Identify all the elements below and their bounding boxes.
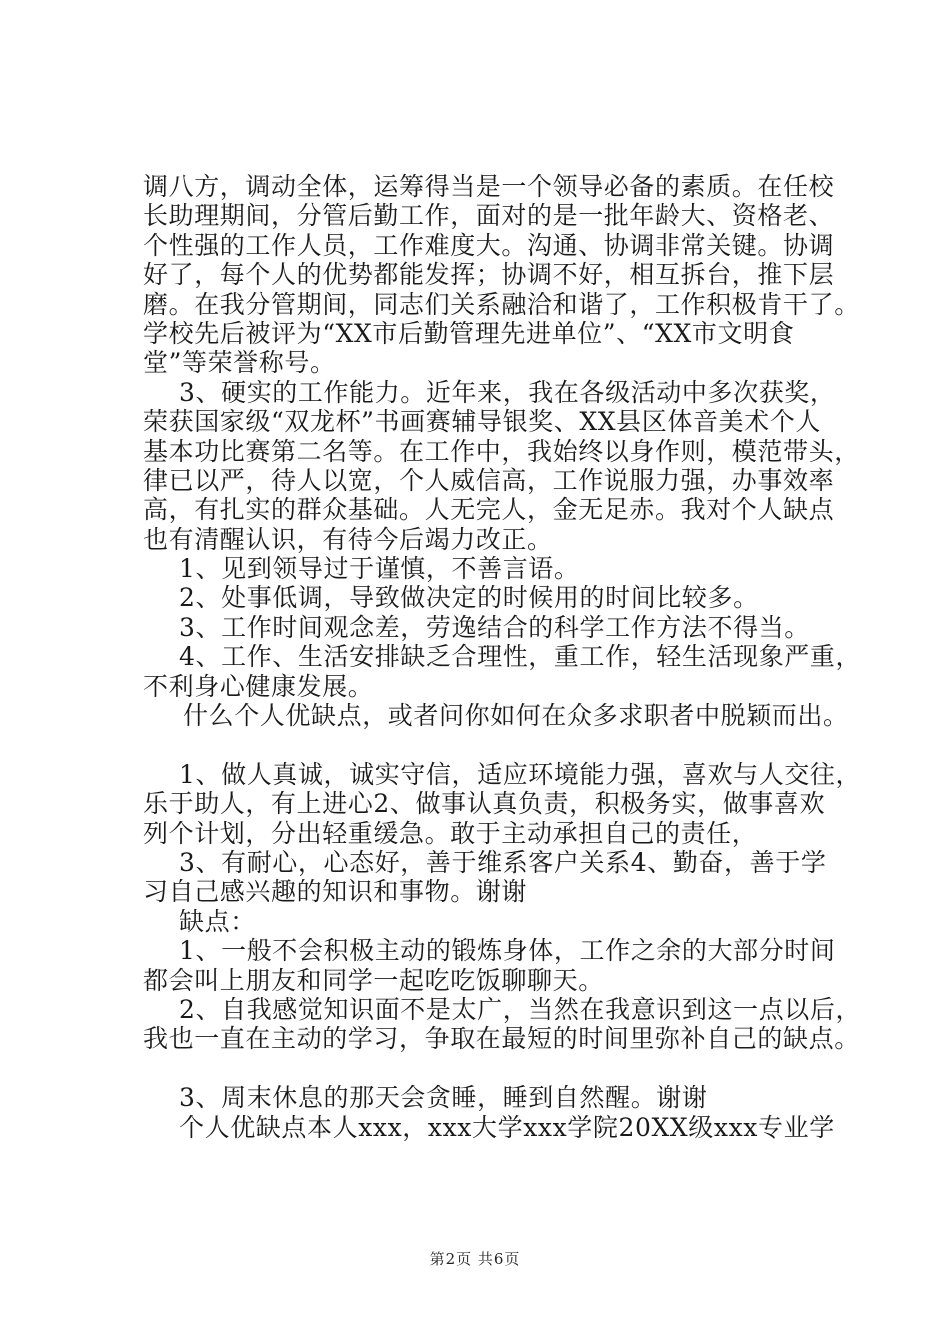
list-item: 3、周末休息的那天会贪睡，睡到自然醒。谢谢 [179,1083,708,1113]
text-line: 乐于助人，有上进心2、做事认真负责，积极务实，做事喜欢 [143,789,826,819]
text-line: 长助理期间，分管后勤工作，面对的是一批年龄大、资格老、 [143,201,835,231]
list-item: 2、处事低调，导致做决定的时候用的时间比较多。 [179,583,759,613]
text-line: 习自己感兴趣的知识和事物。谢谢 [143,877,528,907]
list-item: 2、自我感觉知识面不是太广，当然在我意识到这一点以后， [179,994,862,1024]
text-line: 什么个人优缺点，或者问你如何在众多求职者中脱颖而出。 [183,701,849,731]
list-item: 1、一般不会积极主动的锻炼身体，工作之余的大部分时间 [179,936,836,966]
text-line: 调八方，调动全体，运筹得当是一个领导必备的素质。在任校 [143,172,835,201]
text-line: 个人优缺点本人xxx，xxx大学xxx学院20XX级xxx专业学 [179,1112,835,1142]
text-line: 不利身心健康发展。 [143,671,374,701]
text-line: 基本功比赛第二名等。在工作中，我始终以身作则，模范带头， [143,436,860,466]
text-line: 高，有扎实的群众基础。人无完人，金无足赤。我对个人缺点 [143,495,835,525]
text-line: 我也一直在主动的学习，争取在最短的时间里弥补自己的缺点。 [143,1024,860,1054]
page-number-footer: 第2页 共6页 [429,1250,521,1268]
list-item: 1、见到领导过于谨慎，不善言语。 [179,554,580,584]
text-line: 1、做人真诚，诚实守信，适应环境能力强，喜欢与人交往， [179,759,862,789]
text-line: 列个计划，分出轻重缓急。敢于主动承担自己的责任， [143,818,758,848]
section-heading: 缺点： [179,906,256,936]
text-line: 3、有耐心，心态好，善于维系客户关系4、勤奋，善于学 [179,847,827,877]
text-line: 也有清醒认识，有待今后竭力改正。 [143,524,553,554]
text-line: 学校先后被评为“XX市后勤管理先进单位”、“XX市文明食 [143,318,795,348]
paragraph-gap [143,1054,859,1083]
text-line: 律已以严，待人以宽，个人威信高，工作说服力强，办事效率 [143,465,835,495]
text-line: 都会叫上朋友和同学一起吃吃饭聊聊天。 [143,965,604,995]
text-line: 个性强的工作人员，工作难度大。沟通、协调非常关键。协调 [143,230,835,260]
text-line: 荣获国家级“双龙杯”书画赛辅导银奖、XX县区体音美术个人 [143,407,821,437]
text-line: 堂”等荣誉称号。 [143,348,336,378]
list-item: 3、工作时间观念差，劳逸结合的科学工作方法不得当。 [179,612,810,642]
document-body [143,172,862,1142]
text-line: 好了，每个人的优势都能发挥；协调不好，相互拆台，推下层 [143,260,835,290]
list-item: 4、工作、生活安排缺乏合理性，重工作，轻生活现象严重， [179,642,862,672]
text-line: 3、硬实的工作能力。近年来，我在各级活动中多次获奖， [179,377,836,407]
paragraph-gap [143,730,859,759]
text-line: 磨。在我分管期间，同志们关系融洽和谐了，工作积极肯干了。 [143,289,860,319]
